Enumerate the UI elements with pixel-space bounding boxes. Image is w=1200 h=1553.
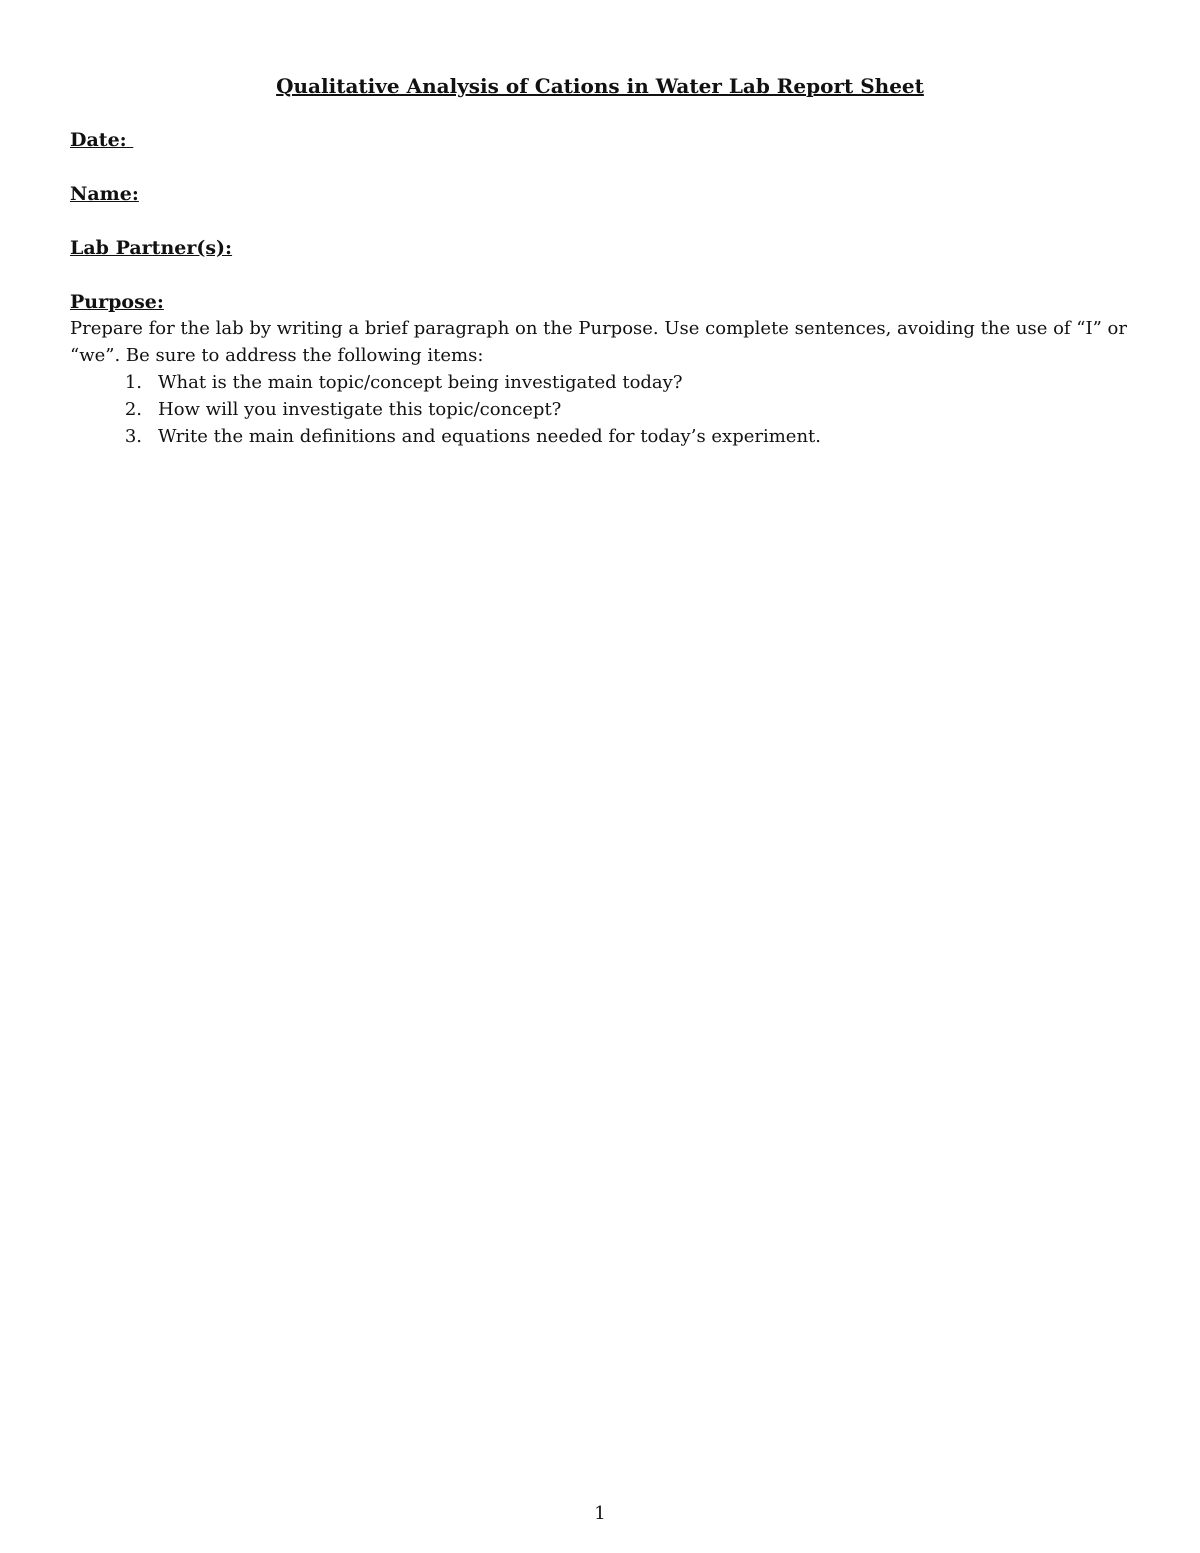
list-item-text: How will you investigate this topic/concept? (158, 399, 562, 420)
purpose-items-list (70, 369, 1140, 450)
page-title: Qualitative Analysis of Cations in Water Lab Report Sheet (276, 74, 924, 98)
list-item-text: What is the main topic/concept being investigated today? (158, 372, 683, 393)
list-item-number: 2. (124, 399, 142, 420)
lab-partner-label: Lab Partner(s): (70, 237, 233, 259)
list-item (70, 423, 1140, 450)
purpose-paragraph: Prepare for the lab by writing a brief paragraph on the Purpose. Use complete sentences, avoiding the use of “I” or “we”. Be sure to address the following items: (70, 318, 1127, 366)
list-item (70, 369, 1140, 396)
page-number: 1 (594, 1503, 606, 1524)
list-item-number: 1. (124, 372, 142, 393)
list-item-text: Write the main definitions and equations needed for today’s experiment. (158, 426, 822, 447)
list-item (70, 396, 1140, 423)
list-item-number: 3. (124, 426, 142, 447)
date-label: Date: (70, 129, 134, 151)
name-label: Name: (70, 183, 139, 205)
purpose-heading: Purpose: (70, 291, 164, 313)
